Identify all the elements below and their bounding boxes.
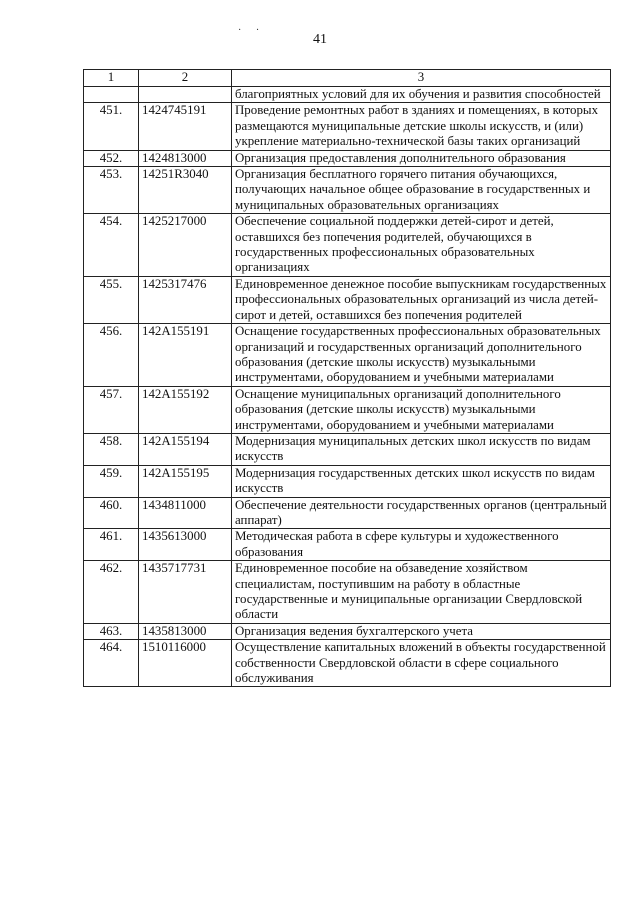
row-code: 1424745191: [139, 103, 232, 150]
table-row: [84, 324, 611, 387]
row-description: Оснащение муниципальных организаций дополнительного образования (детские школы искусств) музыкальными инструментами, оборудованием и учебными материалами: [232, 386, 611, 433]
row-code: 1435613000: [139, 529, 232, 561]
row-description: Обеспечение социальной поддержки детей-сирот и детей, оставшихся без попечения родителей, обучающихся в государственных профессиональных образовательных организациях: [232, 214, 611, 277]
page-number: 41: [313, 32, 327, 47]
row-code: 142A155191: [139, 324, 232, 387]
row-number: 453.: [84, 167, 139, 214]
table-row: [84, 465, 611, 497]
row-description: Проведение ремонтных работ в зданиях и помещениях, в которых размещаются муниципальные детские школы искусств, и (или) укрепление материально-технической базы таких организаций: [232, 103, 611, 150]
row-number: 460.: [84, 497, 139, 529]
row-number: 457.: [84, 386, 139, 433]
budget-classification-table: [83, 69, 611, 687]
row-code: 1424813000: [139, 150, 232, 166]
row-description: Методическая работа в сфере культуры и художественного образования: [232, 529, 611, 561]
row-description: Модернизация муниципальных детских школ искусств по видам искусств: [232, 433, 611, 465]
row-code: 142A155194: [139, 433, 232, 465]
table-row: [84, 386, 611, 433]
continuation-row: [84, 87, 611, 103]
header-col-1: 1: [84, 70, 139, 87]
row-number: 451.: [84, 103, 139, 150]
row-description: Организация предоставления дополнительного образования: [232, 150, 611, 166]
table-row: [84, 433, 611, 465]
row-number: 456.: [84, 324, 139, 387]
table-row: [84, 167, 611, 214]
header-col-2: 2: [139, 70, 232, 87]
table-row: [84, 497, 611, 529]
row-description: Осуществление капитальных вложений в объекты государственной собственности Свердловской области в сфере социального обслуживания: [232, 640, 611, 687]
row-code: 1435717731: [139, 561, 232, 624]
table-row: [84, 103, 611, 150]
row-number: 462.: [84, 561, 139, 624]
row-code: 142A155192: [139, 386, 232, 433]
row-number: 461.: [84, 529, 139, 561]
row-number: 459.: [84, 465, 139, 497]
row-code: 142A155195: [139, 465, 232, 497]
row-description: Оснащение государственных профессиональных образовательных организаций и государственных организаций дополнительного образования (детские школы искусств) музыкальными инструментами, оборудованием и учебными материалами: [232, 324, 611, 387]
table-row: [84, 214, 611, 277]
row-description: Единовременное денежное пособие выпускникам государственных профессиональных образовательных организаций из числа детей-сирот и детей, оставшихся без попечения родителей: [232, 276, 611, 323]
header-row: [84, 70, 611, 87]
table-row: [84, 623, 611, 639]
continuation-code-cell: [139, 87, 232, 103]
scan-specks: · ·: [238, 25, 266, 36]
row-code: 14251R3040: [139, 167, 232, 214]
row-description: Обеспечение деятельности государственных органов (центральный аппарат): [232, 497, 611, 529]
row-code: 1510116000: [139, 640, 232, 687]
row-number: 463.: [84, 623, 139, 639]
continuation-text: благоприятных условий для их обучения и развития способностей: [232, 87, 611, 103]
table-row: [84, 561, 611, 624]
row-description: Организация ведения бухгалтерского учета: [232, 623, 611, 639]
row-number: 452.: [84, 150, 139, 166]
row-description: Единовременное пособие на обзаведение хозяйством специалистам, поступившим на работу в областные государственные и муниципальные организации Свердловской области: [232, 561, 611, 624]
table-row: [84, 150, 611, 166]
table-row: [84, 276, 611, 323]
row-description: Организация бесплатного горячего питания обучающихся, получающих начальное общее образование в государственных и муниципальных образовательных организациях: [232, 167, 611, 214]
table-row: [84, 640, 611, 687]
table-row: [84, 529, 611, 561]
row-number: 454.: [84, 214, 139, 277]
row-code: 1425317476: [139, 276, 232, 323]
row-number: 455.: [84, 276, 139, 323]
row-code: 1435813000: [139, 623, 232, 639]
header-col-3: 3: [232, 70, 611, 87]
row-number: 464.: [84, 640, 139, 687]
row-code: 1434811000: [139, 497, 232, 529]
row-number: 458.: [84, 433, 139, 465]
continuation-num-cell: [84, 87, 139, 103]
row-code: 1425217000: [139, 214, 232, 277]
row-description: Модернизация государственных детских школ искусств по видам искусств: [232, 465, 611, 497]
